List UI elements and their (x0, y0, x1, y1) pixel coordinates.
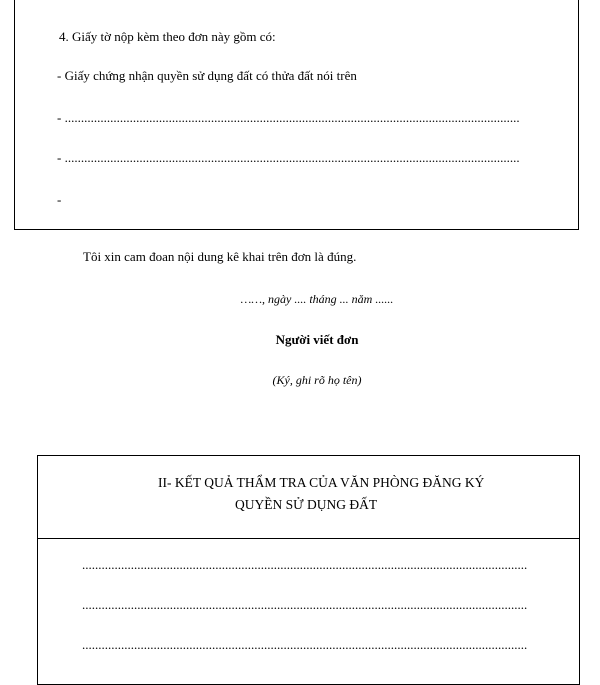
section2-title-line2: QUYỀN SỬ DỤNG ĐẤT (235, 497, 378, 512)
verification-result-box (37, 455, 580, 685)
signer-note: (Ký, ghi rõ họ tên) (272, 373, 362, 387)
section2-divider (38, 538, 579, 539)
attachment-item-blank-2: - ............................................................................................................................................ (57, 150, 520, 165)
attachment-item-certificate: - Giấy chứng nhận quyền sử dụng đất có thửa đất nói trên (57, 68, 357, 83)
attachments-heading: 4. Giấy tờ nộp kèm theo đơn này gồm có: (59, 29, 276, 44)
section2-dots-1: ......................................................................................................................................... (82, 557, 528, 572)
attachment-item-blank-1: - ............................................................................................................................................ (57, 110, 520, 125)
section2-title-line1: II- KẾT QUẢ THẨM TRA CỦA VĂN PHÒNG ĐĂNG KÝ (158, 475, 485, 490)
declaration-statement: Tôi xin cam đoan nội dung kê khai trên đơn là đúng. (83, 249, 357, 264)
section2-dots-2: ......................................................................................................................................... (82, 597, 528, 612)
signer-title: Người viết đơn (275, 332, 359, 347)
date-line: ……, ngày .... tháng ... năm ...... (240, 292, 394, 306)
attachment-item-blank-3: - (57, 192, 62, 207)
attachments-box (14, 0, 579, 230)
section2-dots-3: ......................................................................................................................................... (82, 637, 528, 652)
